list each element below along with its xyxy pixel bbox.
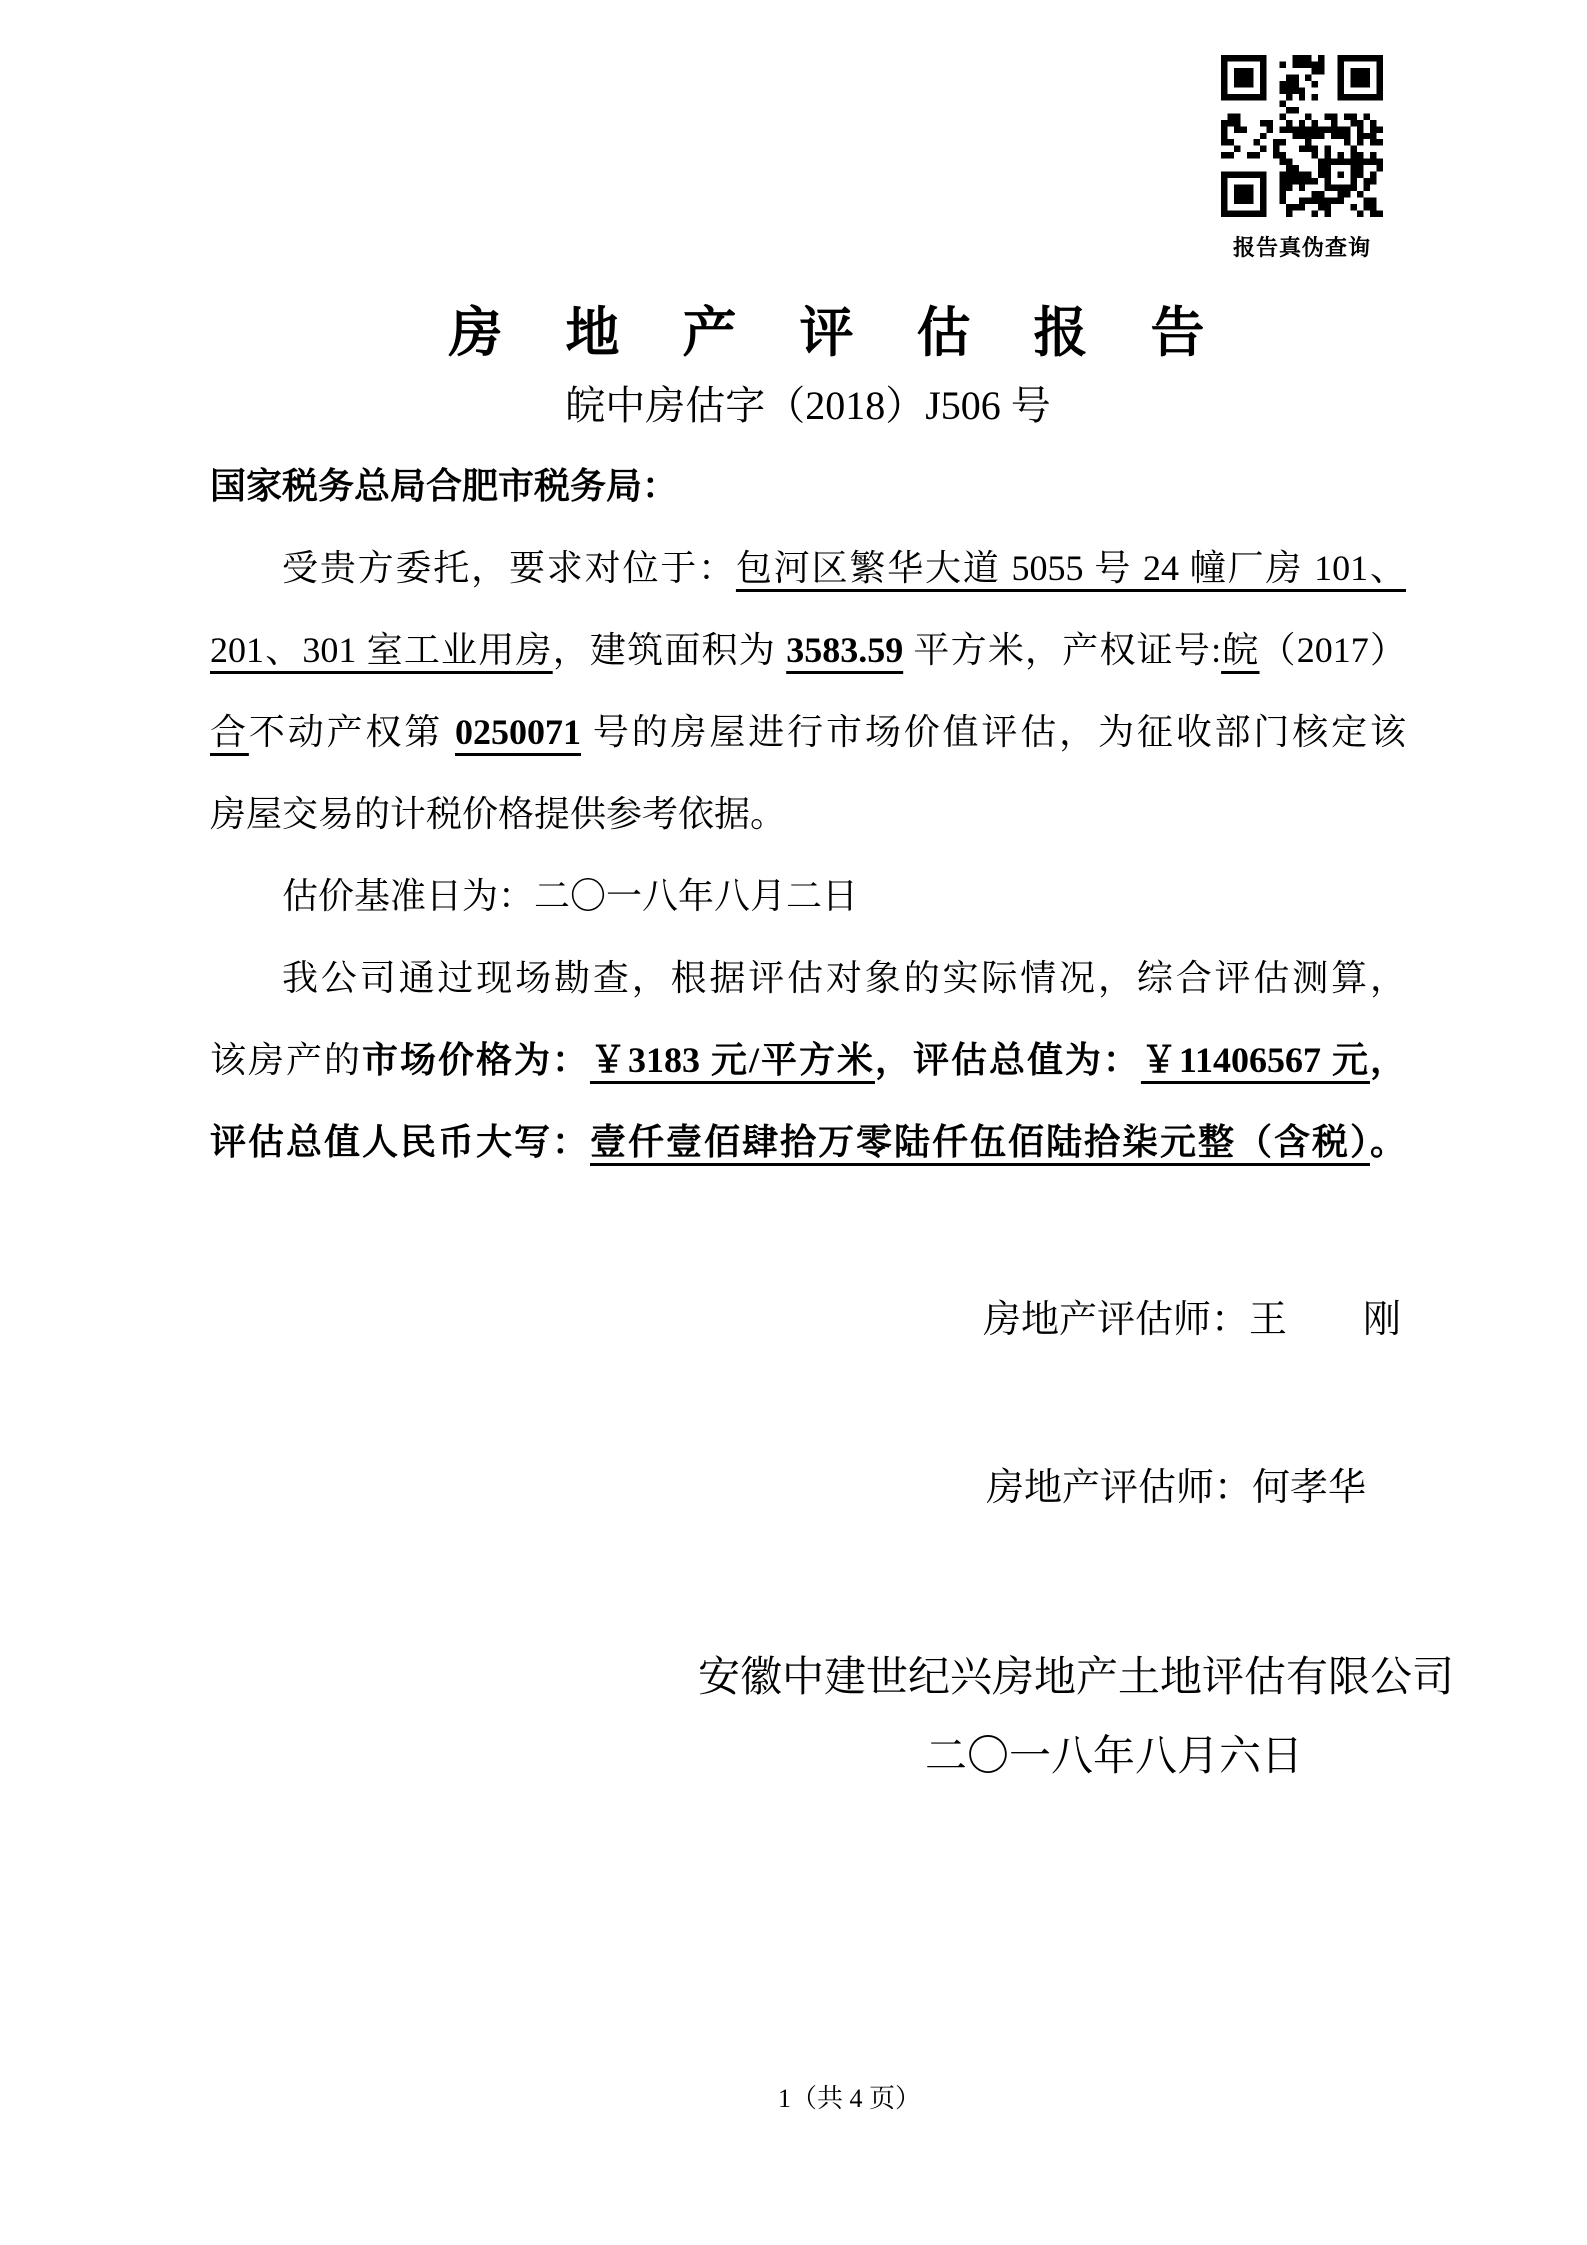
market-price-label: 市场价格为： xyxy=(361,1040,590,1080)
text-segment: 不动产权第 xyxy=(248,712,455,752)
para3-line2 xyxy=(210,1019,1406,1101)
para3-line3 xyxy=(210,1101,1406,1183)
text-segment: ， xyxy=(874,1040,913,1080)
doc-number: 皖中房估字（2018）J506 号 xyxy=(565,383,1051,428)
unit-price-value: ￥3183 元/平方米 xyxy=(589,1040,875,1080)
total-value-label: 评估总值为： xyxy=(912,1040,1141,1080)
text-segment: ，建筑面积为 xyxy=(552,630,787,670)
page-number: 1（共 4 页） xyxy=(778,2084,922,2113)
para1-line4: 房屋交易的计税价格提供参考依据。 xyxy=(210,794,787,834)
para3-line1: 我公司通过现场勘查，根据评估对象的实际情况，综合评估测算， xyxy=(282,958,1406,998)
text-segment: 该房产的 xyxy=(210,1040,362,1080)
para1-line3 xyxy=(210,691,1406,773)
appraiser1-signature: 房地产评估师：王 刚 xyxy=(983,1299,1402,1341)
text-segment: ， xyxy=(1369,1040,1406,1080)
total-value: ￥11406567 元 xyxy=(1140,1040,1370,1080)
valuation-date-line: 估价基准日为：二〇一八年八月二日 xyxy=(282,876,859,916)
qr-verification-block xyxy=(1221,55,1383,262)
para1-line2 xyxy=(210,609,1406,691)
para1-line1 xyxy=(210,527,1406,609)
text-segment: （2017） xyxy=(1259,630,1406,670)
amount-in-words: 壹仟壹佰肆拾万零陆仟伍佰陆拾柒元整（含税） xyxy=(590,1122,1370,1162)
certificate-number: 0250071 xyxy=(455,712,581,752)
underlined-province: 皖 xyxy=(1221,630,1260,670)
report-date: 二〇一八年八月六日 xyxy=(925,1734,1304,1780)
amount-in-words-label: 评估总值人民币大写： xyxy=(210,1122,590,1162)
underlined-address: 包河区繁华大道 5055 号 24 幢厂房 101、 xyxy=(735,548,1406,588)
building-area-value: 3583.59 xyxy=(786,630,904,670)
underlined-rooms: 201、301 室工业用房 xyxy=(210,630,553,670)
report-title: 房地产评估报告 xyxy=(448,303,1268,363)
underlined-city-char: 合 xyxy=(210,712,249,752)
appraiser2-signature: 房地产评估师：何孝华 xyxy=(986,1467,1367,1509)
text-segment: 平方米，产权证号: xyxy=(903,630,1222,670)
company-name: 安徽中建世纪兴房地产土地评估有限公司 xyxy=(698,1655,1455,1701)
text-segment: 号的房屋进行市场价值评估，为征收部门核定该 xyxy=(581,712,1406,752)
report-body xyxy=(210,445,1406,1183)
qr-code xyxy=(1221,55,1383,217)
text-segment: 。 xyxy=(1369,1122,1406,1162)
text-segment: 受贵方委托，要求对位于： xyxy=(282,548,736,588)
qr-caption: 报告真伪查询 xyxy=(1232,235,1371,260)
recipient-line: 国家税务总局合肥市税务局： xyxy=(210,466,679,506)
